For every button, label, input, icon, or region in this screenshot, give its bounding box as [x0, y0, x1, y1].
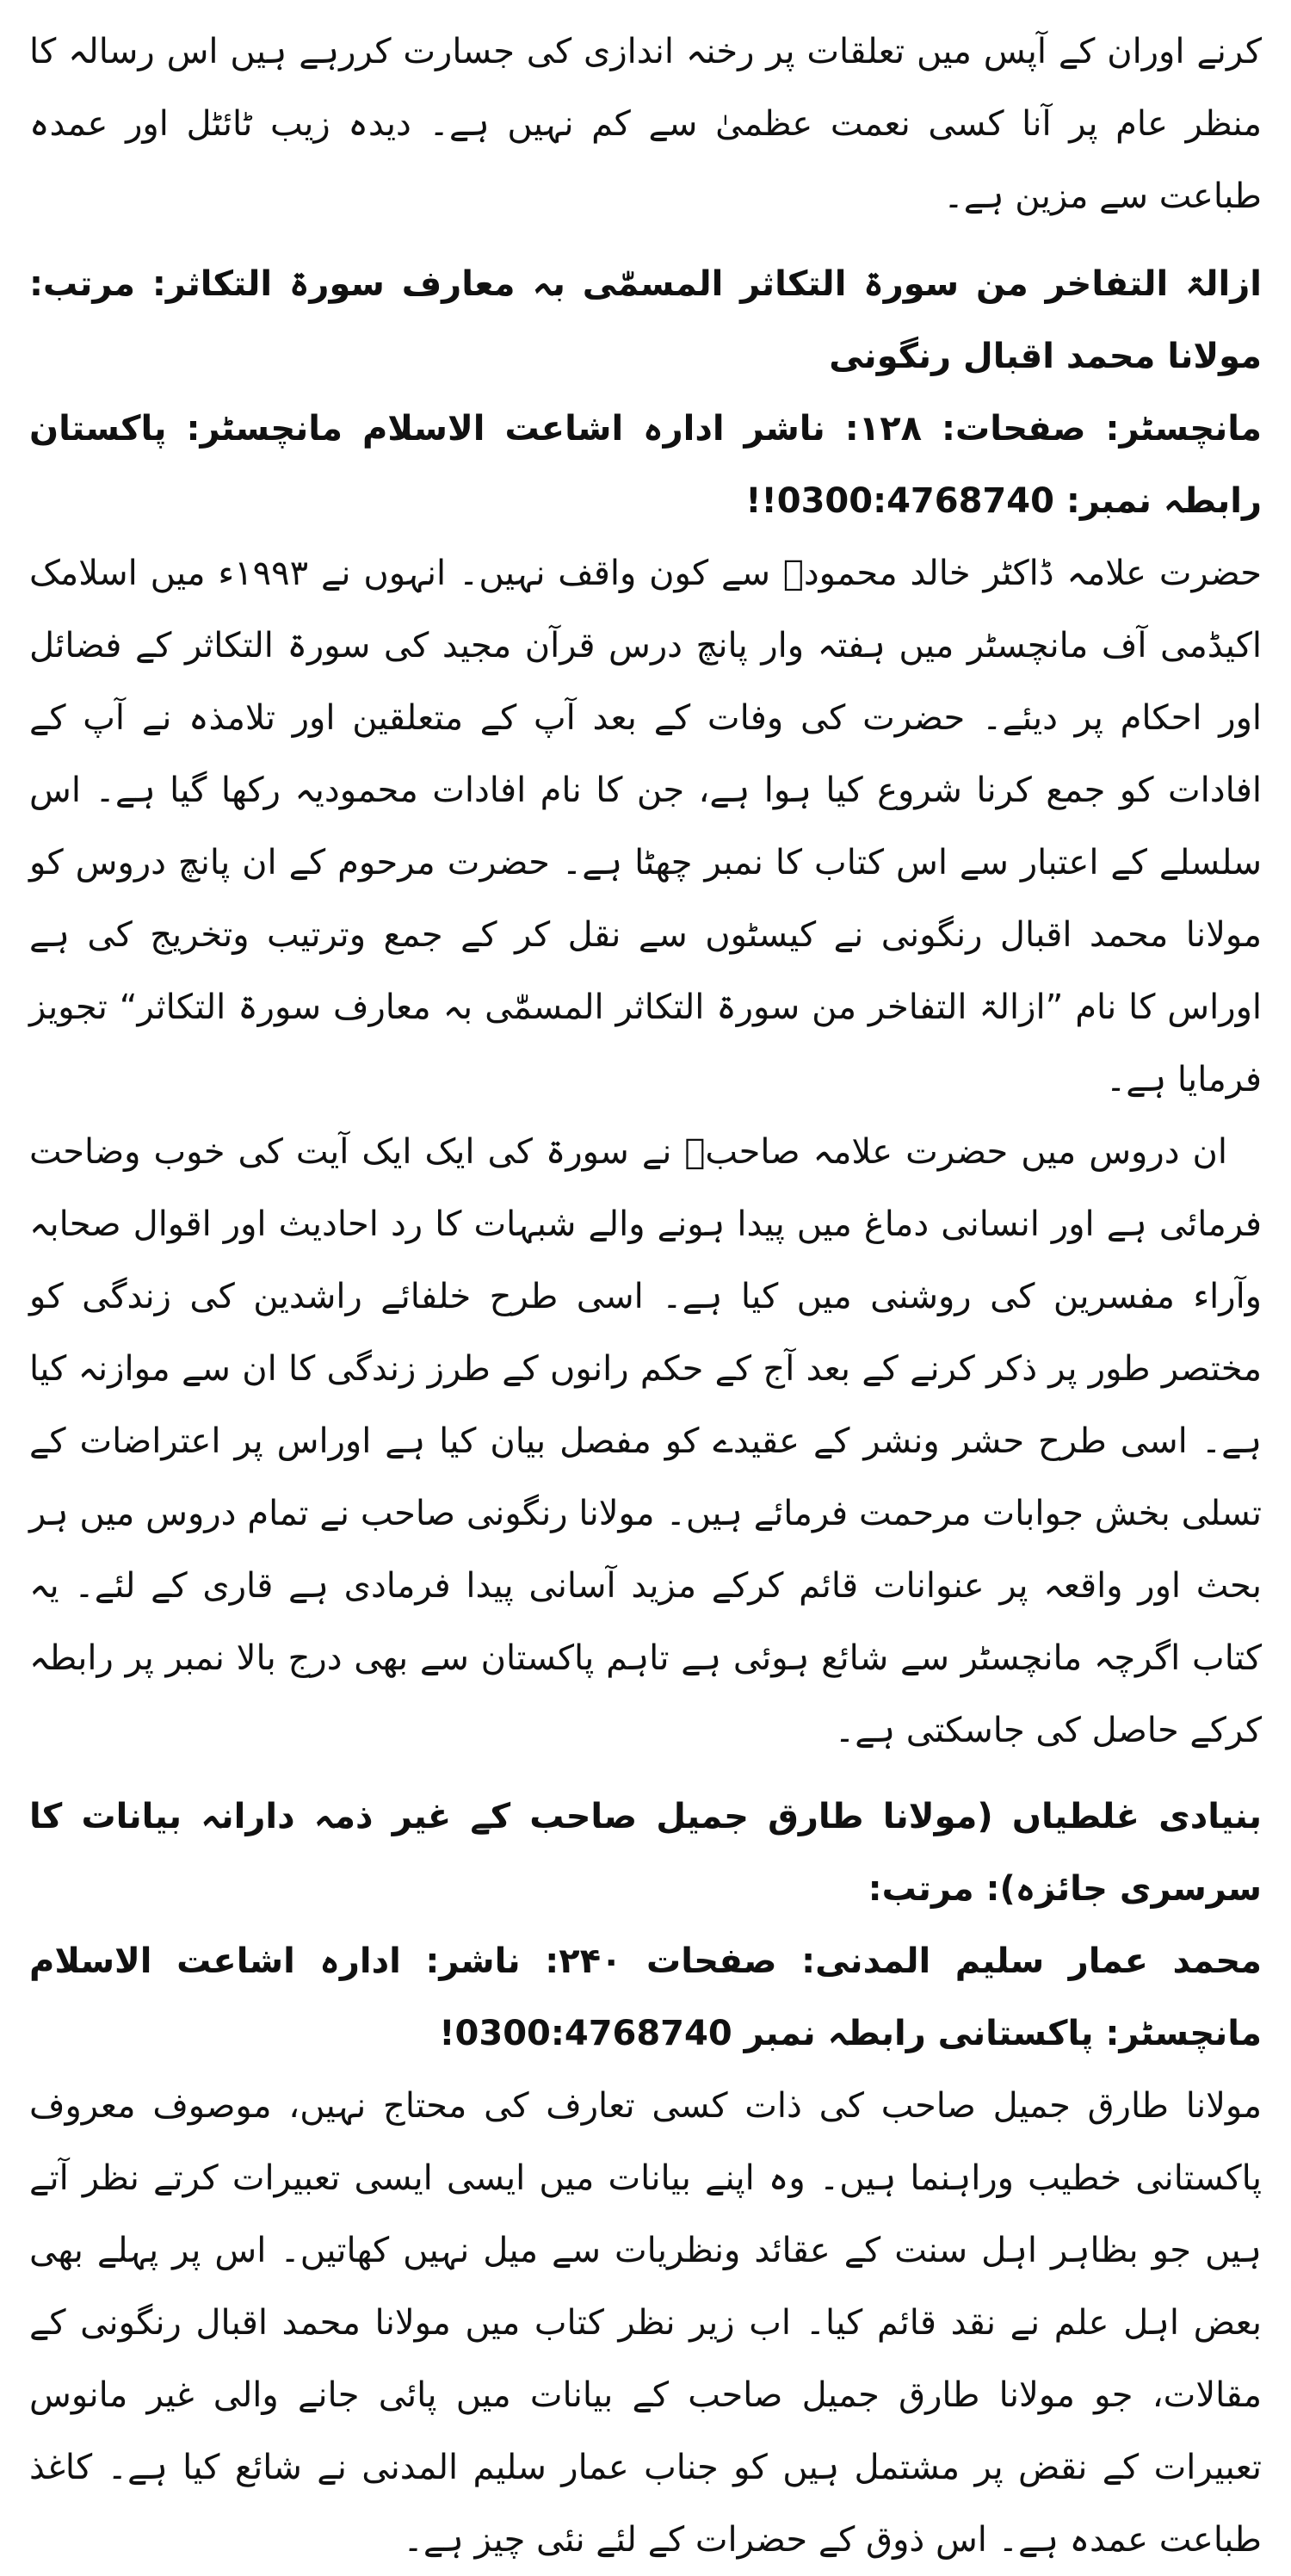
book2-publication-info [29, 1925, 1262, 2070]
book2-phone-number: 0300:4768740 [454, 2014, 732, 2053]
document-page [29, 15, 1263, 2560]
book1-paragraph-1: حضرت علامہ ڈاکٹر خالد محمودؒ سے کون واقف نہیں۔ انہوں نے ۱۹۹۳ء میں اسلامک اکیڈمی آف مانچسٹر میں ہفتہ وار پانچ درس قرآن مجید کی سورۃ التکاثر کے فضائل اور احکام پر دیئے۔ حضرت کی وفات کے بعد آپ کے متعلقین اور تلامذہ نے آپ کے افادات کو جمع کرنا شروع کیا ہوا ہے، جن کا نام افادات محمودیہ رکھا گیا ہے۔ اس سلسلے کے اعتبار سے اس کتاب کا نمبر چھٹا ہے۔ حضرت مرحوم کے ان پانچ دروس کو مولانا محمد اقبال رنگونی نے کیسٹوں سے نقل کر کے جمع وترتیب وتخریج کی ہے اوراس کا نام ”ازالۃ التفاخر من سورۃ التکاثر المسمّٰی بہ معارف سورۃ التکاثر“ تجویز فرمایا ہے۔ [29, 554, 1262, 1099]
book1-info-text: مانچسٹر: صفحات: ۱۲۸: ناشر ادارہ اشاعت الاسلام مانچسٹر: پاکستان رابطہ نمبر: [29, 409, 1262, 521]
intro-paragraph: کرنے اوران کے آپس میں تعلقات پر رخنہ اندازی کی جسارت کررہے ہیں اس رسالہ کا منظر عام پر آنا کسی نعمت عظمیٰ سے کم نہیں ہے۔ دیدہ زیب ٹائٹل اور عمدہ طباعت سے مزین ہے۔ [29, 32, 1262, 216]
book1-phone-number: 0300:4768740 [776, 481, 1054, 521]
book2-paragraph: مولانا طارق جمیل صاحب کی ذات کسی تعارف کی محتاج نہیں، موصوف معروف پاکستانی خطیب وراہنما ہیں۔ وہ اپنے بیانات میں ایسی ایسی تعبیرات کرتے نظر آتے ہیں جو بظاہر اہل سنت کے عقائد ونظریات سے میل نہیں کھاتیں۔ اس پر پہلے بھی بعض اہل علم نے نقد قائم کیا۔ اب زیر نظر کتاب میں مولانا محمد اقبال رنگونی کے مقالات، جو مولانا طارق جمیل صاحب کے بیانات میں پائی جانے والی غیر مانوس تعبیرات کے نقض پر مشتمل ہیں کو جناب عمار سلیم المدنی نے شائع کیا ہے۔ کاغذ طباعت عمدہ ہے۔ اس ذوق کے حضرات کے لئے نئی چیز ہے۔ [29, 2086, 1262, 2560]
book1-paragraph-2: ان دروس میں حضرت علامہ صاحبؒ نے سورۃ کی ایک ایک آیت کی خوب وضاحت فرمائی ہے اور انسانی دماغ میں پیدا ہونے والے شبہات کا رد احادیث اور اقوال صحابہ وآراء مفسرین کی روشنی میں کیا ہے۔ اسی طرح خلفائے راشدین کی زندگی کو مختصر طور پر ذکر کرنے کے بعد آج کے حکم رانوں کے طرز زندگی کا ان سے موازنہ کیا ہے۔ اسی طرح حشر ونشر کے عقیدے کو مفصل بیان کیا ہے اوراس پر اعتراضات کے تسلی بخش جوابات مرحمت فرمائے ہیں۔ مولانا رنگونی صاحب نے تمام دروس میں ہر بحث اور واقعہ پر عنوانات قائم کرکے مزید آسانی پیدا فرمادی ہے قاری کے لئے۔ یہ کتاب اگرچہ مانچسٹر سے شائع ہوئی ہے تاہم پاکستان سے بھی درج بالا نمبر پر رابطہ کرکے حاصل کی جاسکتی ہے۔ [29, 1132, 1262, 1750]
book1-info-end: !! [745, 481, 777, 521]
book2-info-text: محمد عمار سلیم المدنی: صفحات ۲۴۰: ناشر: ادارہ اشاعت الاسلام مانچسٹر: پاکستانی رابطہ نمبر [29, 1941, 1263, 2053]
book2-heading: بنیادی غلطیاں (مولانا طارق جمیل صاحب کے غیر ذمہ دارانہ بیانات کا سرسری جائزہ): مرتب: [29, 1797, 1262, 1909]
book2-info-end: ! [439, 2014, 455, 2053]
book1-heading: ازالۃ التفاخر من سورۃ التکاثر المسمّٰی بہ معارف سورۃ التکاثر: مرتب: مولانا محمد اقبال رنگونی [29, 264, 1262, 376]
book1-publication-info [29, 393, 1262, 537]
